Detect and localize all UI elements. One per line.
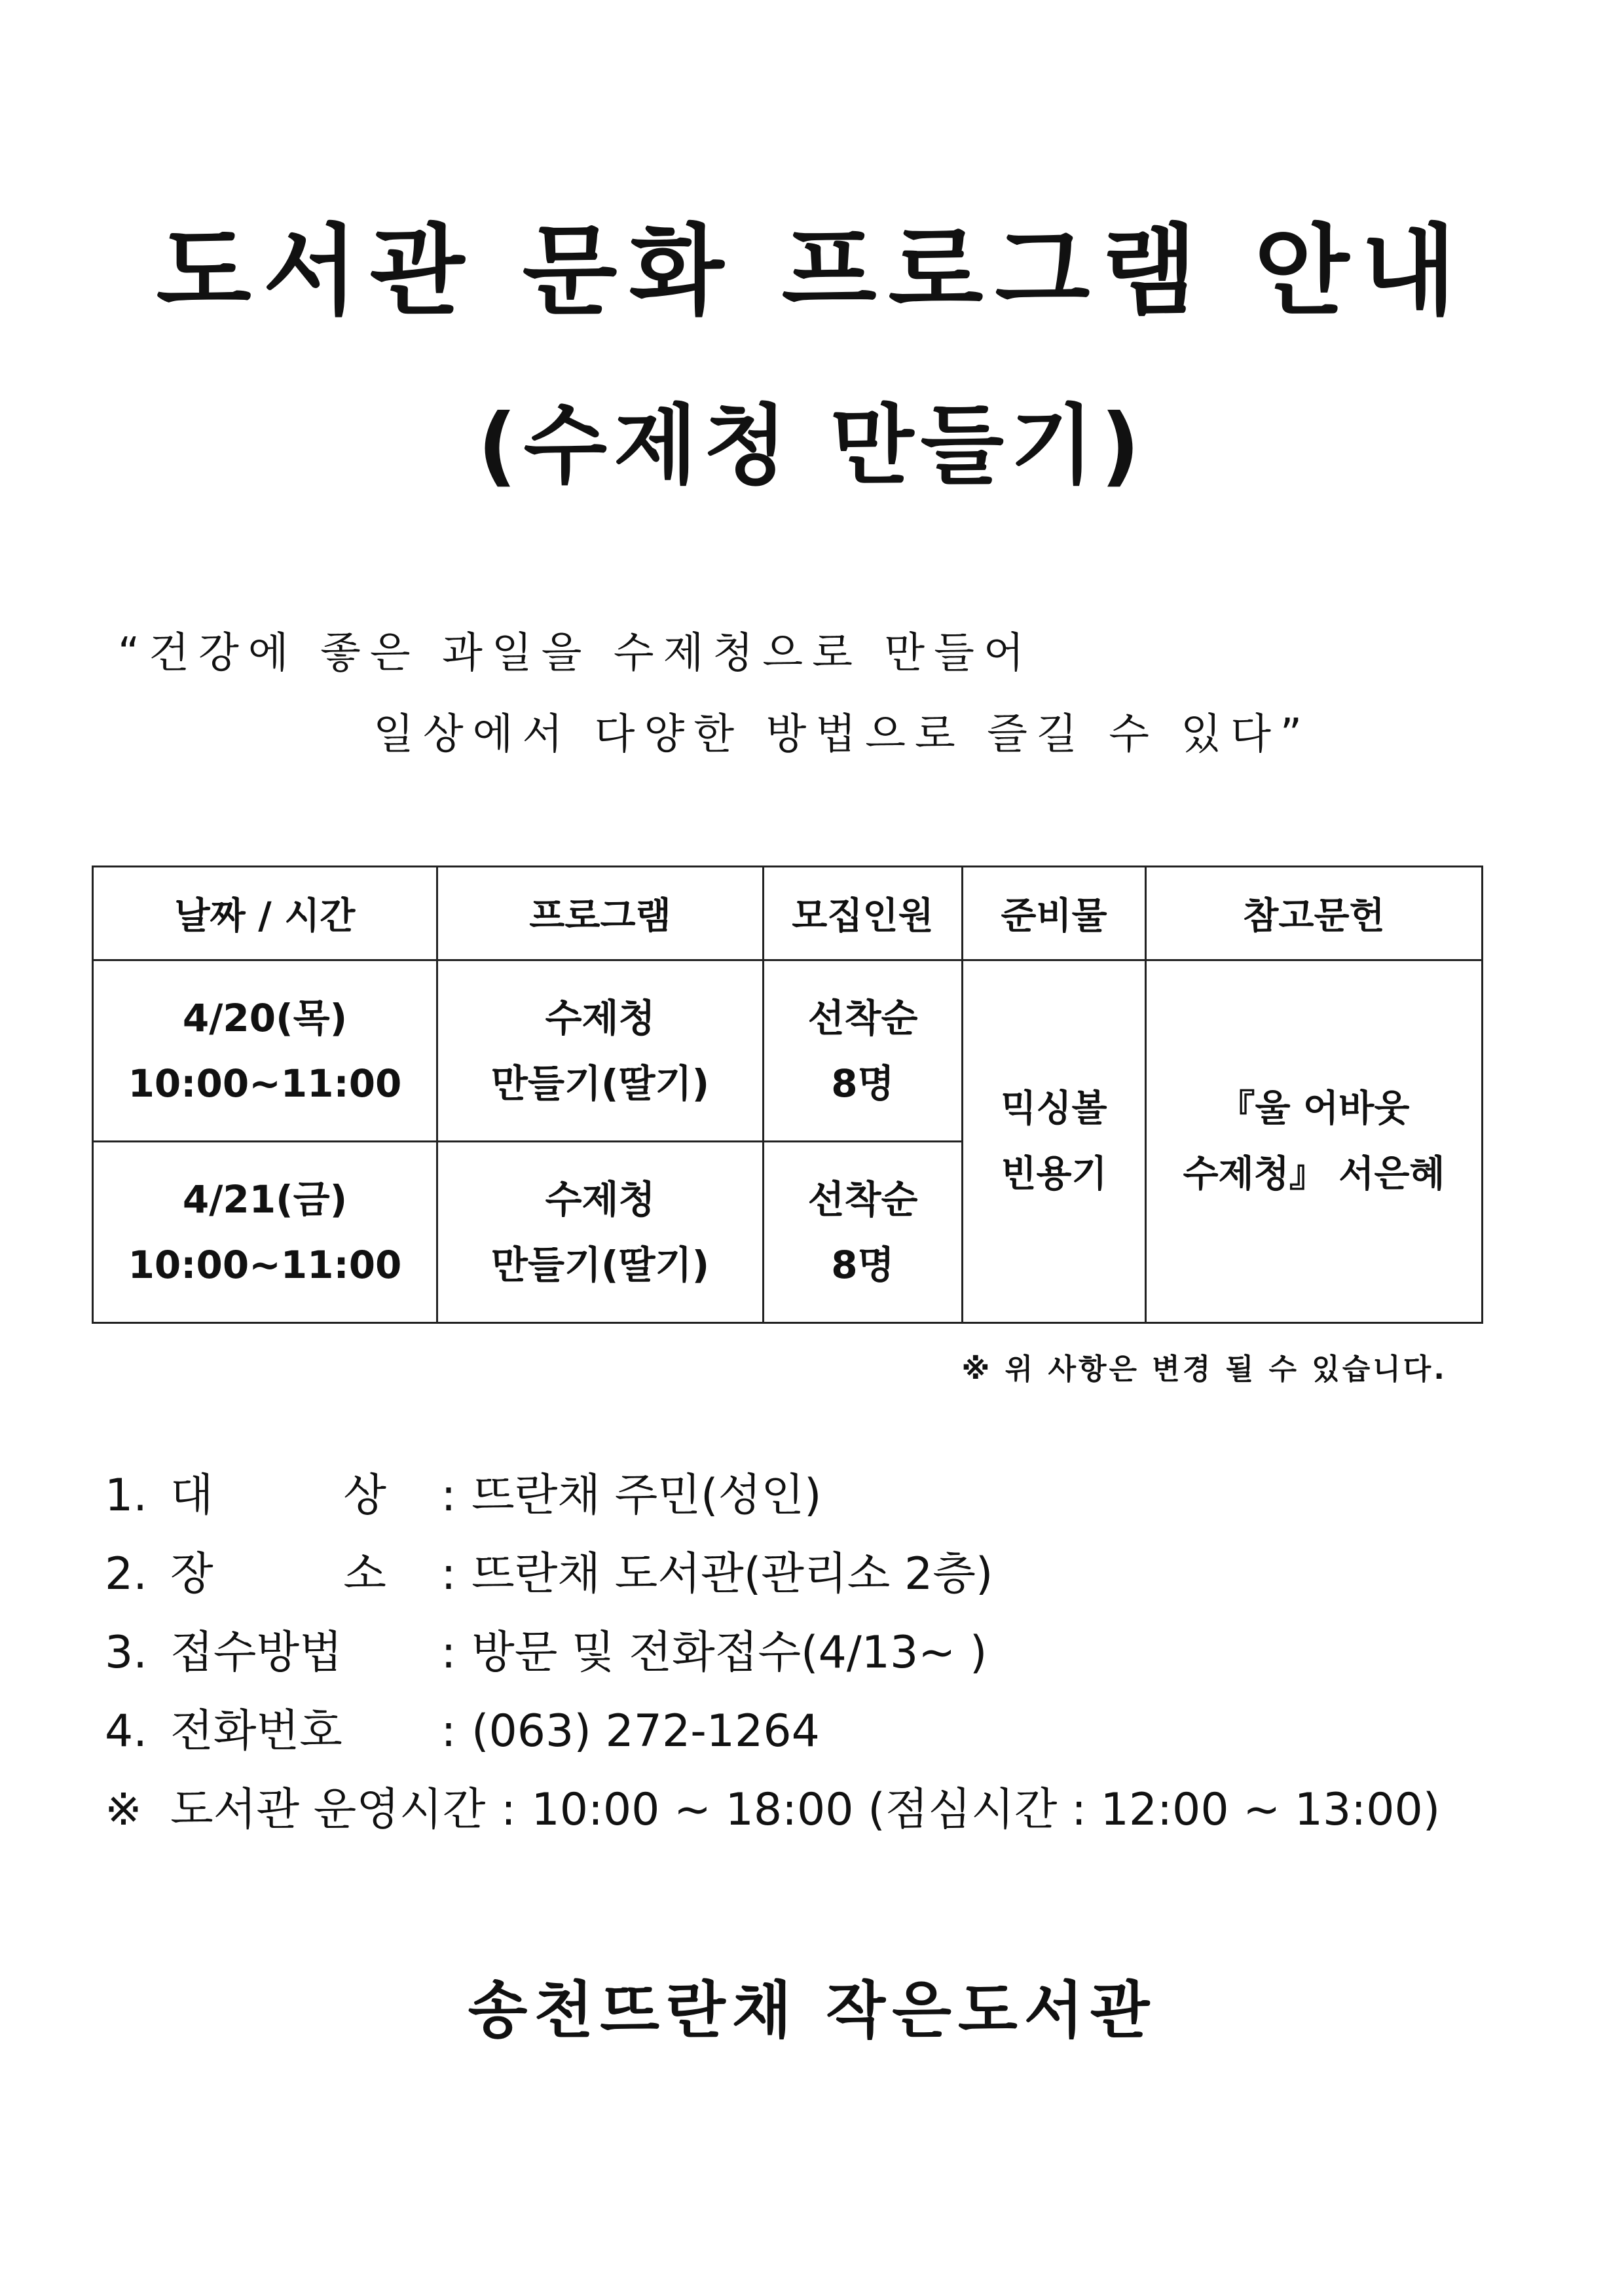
table-header-row [93,867,1483,960]
capacity-line-2: 8명 [831,1061,895,1106]
time-text: 10:00~11:00 [128,1243,402,1287]
program-line-2: 만들기(딸기) [490,1061,710,1106]
info-colon: : [441,1470,456,1522]
info-label-part: 소 [343,1548,386,1600]
info-number: 3. [105,1627,147,1679]
info-label [170,1457,426,1535]
info-value: 뜨란채 주민(성인) [471,1470,822,1522]
page-title: 도서관 문화 프로그램 안내 [156,215,1468,329]
info-colon: : [441,1705,456,1757]
cell-program [437,960,764,1142]
library-name: 송천뜨란채 작은도서관 [468,1975,1156,2047]
program-line-2: 만들기(딸기) [490,1243,710,1287]
cell-reference [1146,960,1483,1323]
info-item-target [105,1457,1440,1535]
hours-label: 도서관 운영시간 [170,1784,486,1836]
cell-materials [963,960,1146,1323]
info-item-registration [105,1614,1440,1692]
capacity-line-1: 선착순 [807,996,918,1040]
info-label-part: 대 [170,1470,213,1522]
info-label: 접수방법 [170,1627,342,1679]
info-label-part: 상 [343,1470,386,1522]
capacity-line-2: 8명 [831,1243,895,1287]
quote-line-2: 일상에서 다양한 방법으로 즐길 수 있다” [373,710,1312,759]
program-line-1: 수제청 [545,1177,655,1222]
page-subtitle: (수제청 만들기) [477,395,1147,496]
info-value: (063) 272-1264 [471,1705,820,1757]
materials-line-1: 믹싱볼 [1001,1087,1107,1130]
header-materials: 준비물 [963,867,1146,960]
cell-program [437,1142,764,1323]
cell-capacity [764,1142,963,1323]
header-date-time: 날짜 / 시간 [93,867,437,960]
info-number: 1. [105,1470,147,1522]
info-item-phone [105,1692,1440,1771]
info-label-part: 장 [170,1548,213,1600]
program-line-1: 수제청 [545,996,655,1040]
info-item-place [105,1535,1440,1614]
info-colon: : [500,1784,516,1836]
cell-date-time [93,1142,437,1323]
capacity-line-1: 선착순 [807,1177,918,1222]
info-number: 4. [105,1705,147,1757]
info-value: 뜨란채 도서관(관리소 2층) [471,1548,993,1600]
reference-line-2: 수제청』 서은혜 [1183,1152,1445,1195]
materials-line-2: 빈용기 [1001,1152,1107,1195]
cell-date-time [93,960,437,1142]
time-text: 10:00~11:00 [128,1061,402,1106]
quote-line-1: “건강에 좋은 과일을 수제청으로 만들어 [118,629,1033,678]
date-text: 4/20(목) [182,996,348,1040]
cell-capacity [764,960,963,1142]
info-value: 방문 및 전화접수(4/13~ ) [471,1627,987,1679]
reference-mark: ※ [105,1784,142,1836]
info-item-hours [105,1771,1440,1850]
schedule-table [92,866,1483,1324]
header-reference: 참고문헌 [1146,867,1483,960]
header-program: 프로그램 [437,867,764,960]
info-colon: : [441,1548,456,1600]
hours-value: 10:00 ~ 18:00 (점심시간 : 12:00 ~ 13:00) [531,1784,1441,1836]
table-row [93,960,1483,1142]
info-number: 2. [105,1548,147,1600]
info-list [105,1457,1440,1850]
reference-line-1: 『울 어바웃 [1218,1087,1410,1130]
info-colon: : [441,1627,456,1679]
change-notice: ※ 위 사항은 변경 될 수 있습니다. [961,1353,1447,1386]
header-capacity: 모집인원 [764,867,963,960]
info-label: 전화번호 [170,1705,342,1757]
date-text: 4/21(금) [182,1177,348,1222]
info-label [170,1535,426,1614]
